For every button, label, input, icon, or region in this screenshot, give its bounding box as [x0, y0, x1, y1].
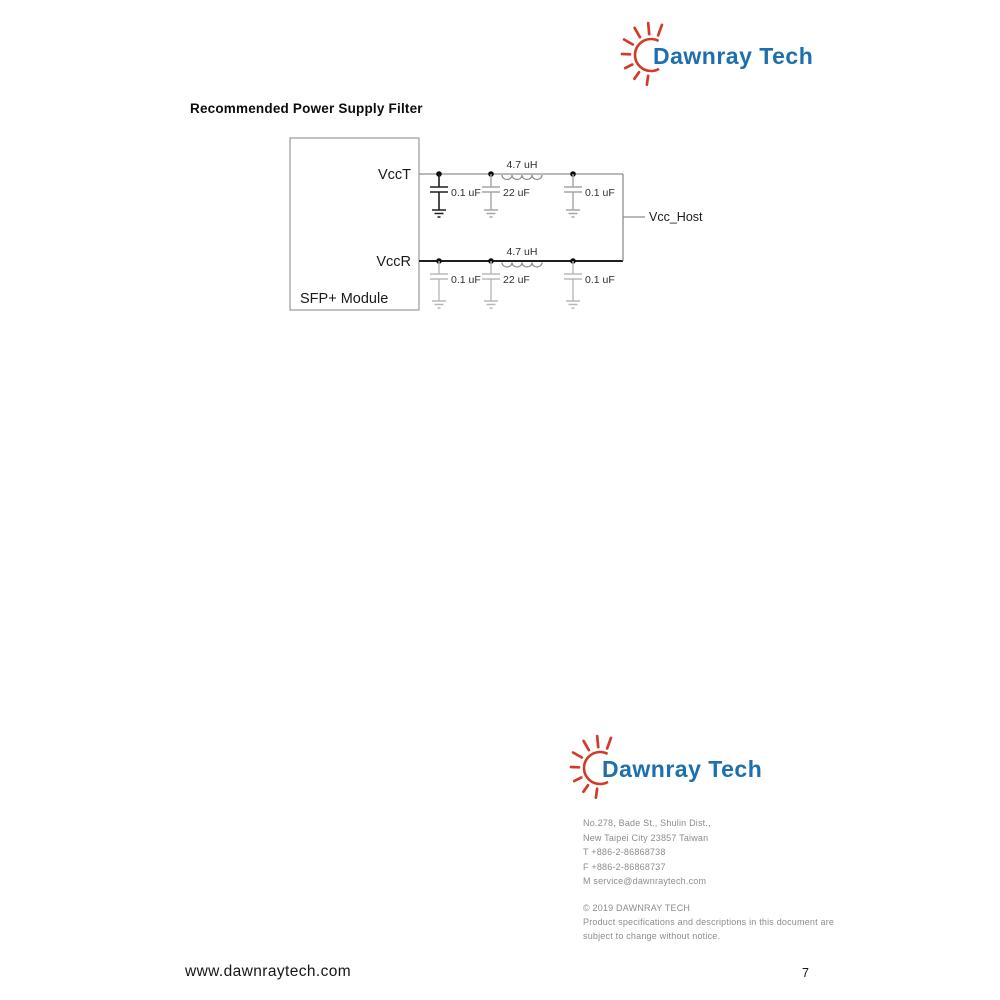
- page-title: Recommended Power Supply Filter: [190, 101, 423, 116]
- address-line: New Taipei City 23857 Taiwan: [583, 832, 709, 843]
- page-number: 7: [802, 966, 809, 980]
- capacitor-symbol: [564, 174, 582, 217]
- capacitor-symbol: [430, 174, 448, 217]
- copyright-line: © 2019 DAWNRAY TECH: [583, 903, 691, 913]
- sfp-module-box: [290, 138, 419, 310]
- inductor-label-bottom: 4.7 uH: [506, 246, 538, 258]
- power-supply-filter-schematic: [280, 130, 740, 345]
- address-line: M service@dawnraytech.com: [583, 876, 707, 887]
- inductor-symbol-bottom: [502, 263, 542, 268]
- footer-logo: [562, 726, 812, 816]
- inductor-label-top: 4.7 uH: [506, 159, 538, 171]
- pin-label-vccr: VccR: [376, 254, 411, 270]
- pin-label-vcct: VccT: [377, 167, 411, 183]
- header-logo: [613, 13, 863, 103]
- module-label: SFP+ Module: [300, 291, 389, 307]
- disclaimer-line: Product specifications and descriptions in this document are: [583, 917, 835, 927]
- address-line: T +886-2-86868738: [583, 847, 666, 858]
- website-url: www.dawnraytech.com: [185, 963, 352, 980]
- capacitor-symbol: [482, 261, 500, 308]
- disclaimer-line: subject to change without notice.: [583, 931, 721, 941]
- capacitor-symbol: [564, 261, 582, 308]
- inductor-symbol-top: [502, 175, 542, 180]
- capacitor-label: 0.1 uF: [585, 187, 615, 199]
- footer-address: [583, 816, 711, 889]
- address-line: F +886-2-86868737: [583, 861, 666, 872]
- capacitor-label: 22 uF: [503, 274, 530, 286]
- capacitor-label: 0.1 uF: [451, 187, 481, 199]
- capacitor-label: 22 uF: [503, 187, 530, 199]
- capacitor-label: 0.1 uF: [451, 274, 481, 286]
- output-label: Vcc_Host: [649, 210, 703, 224]
- brand-name: Dawnray Tech: [653, 43, 814, 69]
- capacitor-label: 0.1 uF: [585, 274, 615, 286]
- capacitor-symbol: [430, 261, 448, 308]
- capacitor-symbol: [482, 174, 500, 217]
- footer-copyright: [583, 901, 834, 943]
- brand-name: Dawnray Tech: [602, 756, 763, 782]
- address-line: No.278, Bade St., Shulin Dist.,: [583, 818, 711, 828]
